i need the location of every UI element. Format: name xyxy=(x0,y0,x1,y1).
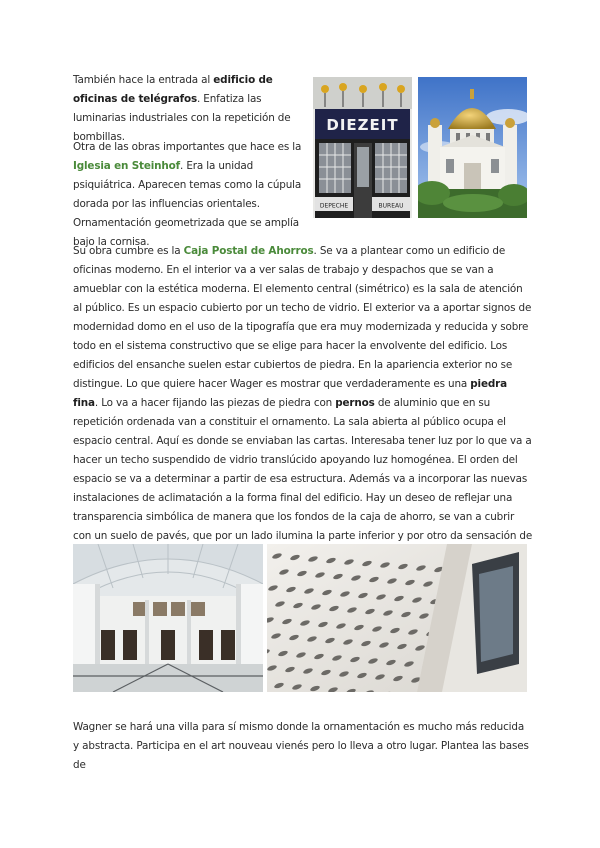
diezeit-label-left: DEPECHE xyxy=(319,202,349,210)
photo-iglesia-steinhof xyxy=(418,77,527,218)
p3-bold-pernos: pernos xyxy=(335,397,375,409)
paragraph-steinhof xyxy=(73,138,309,252)
diezeit-sign-text: DIEZEIT xyxy=(326,116,399,134)
p4-text-1: Wagner se hará una villa para sí mismo donde la ornamentación es mucho más reducida y abstracta. Participa en el art nouveau vienés pero lo lleva a otro lugar. Plantea las bases de xyxy=(73,721,529,771)
p3-bold-piedra-fina: piedra fina xyxy=(73,378,507,409)
p3-text-1: Su obra cumbre es la xyxy=(73,245,184,257)
p1-bold-telegrafos: edificio de oficinas de telégrafos xyxy=(73,74,273,105)
link-caja-postal[interactable]: Caja Postal de Ahorros xyxy=(183,245,314,257)
paragraph-caja-postal xyxy=(73,242,533,565)
p1-text-2: . Enfatiza las luminarias industriales con la repetición de bombillas. xyxy=(73,93,291,143)
link-iglesia-steinhof[interactable]: Iglesia en Steinhof xyxy=(73,160,181,172)
p2-text-2: . Era la unidad psiquiátrica. Aparecen temas como la cúpula dorada por las influencias orientales. Ornamentación geometrizada que se amplía bajo la cornisa. xyxy=(73,160,302,248)
photo-telegrafos-diezeit xyxy=(313,77,412,218)
p2-text-1: Otra de las obras importantes que hace es la xyxy=(73,141,302,153)
p1-text-1: También hace la entrada al xyxy=(73,74,214,86)
photo-caja-postal-interior xyxy=(73,544,263,692)
p3-text-2: . Se va a plantear como un edificio de oficinas moderno. En el interior va a ver salas de trabajo y despachos que se van a amueblar con la estética moderna. El elemento central (simétrico) es la sala de atención al público. Es un espacio cubierto por un techo de vidrio. El exterior va a aportar signos de modernidad domo en el uso de la tipografía que era muy modernizada y reducida y sobre todo en el sistema constructivo que se elige para hacer la envolvente del edificio. Los edificios del ensanche suelen estar cubiertos de piedra. En la apariencia exterior no se distingue. Lo que quiere hacer Wager es mostrar que verdaderamente es una xyxy=(73,245,532,390)
paragraph-telegrafos xyxy=(73,71,305,147)
p3-text-4: de aluminio que en su repetición ordenada van a constituir el ornamento. La sala abierta al público ocupa el espacio central. Aquí es donde se enviaban las cartas. Interesaba tener luz por lo que va a hacer un techo suspendido de vidrio translúcido apoyando luz homogénea. El orden del espacio se va a determinar a partir de esa estructura. Además va a incorporar las nuevas instalaciones de aclimatación a la forma final del edificio. Hay un deseo de reflejar una transparencia simbólica de manera que los fondos de la caja de ahorro, se van a cubrir con un suelo de pavés, que por un lado ilumina la parte inferior y por otro da sensación de xyxy=(73,397,533,542)
paragraph-villa-wagner xyxy=(73,718,533,775)
diezeit-label-right: BUREAU xyxy=(378,202,404,210)
photo-caja-postal-fachada xyxy=(267,544,527,692)
p3-text-3: . Lo va a hacer fijando las piezas de piedra con xyxy=(94,397,336,409)
